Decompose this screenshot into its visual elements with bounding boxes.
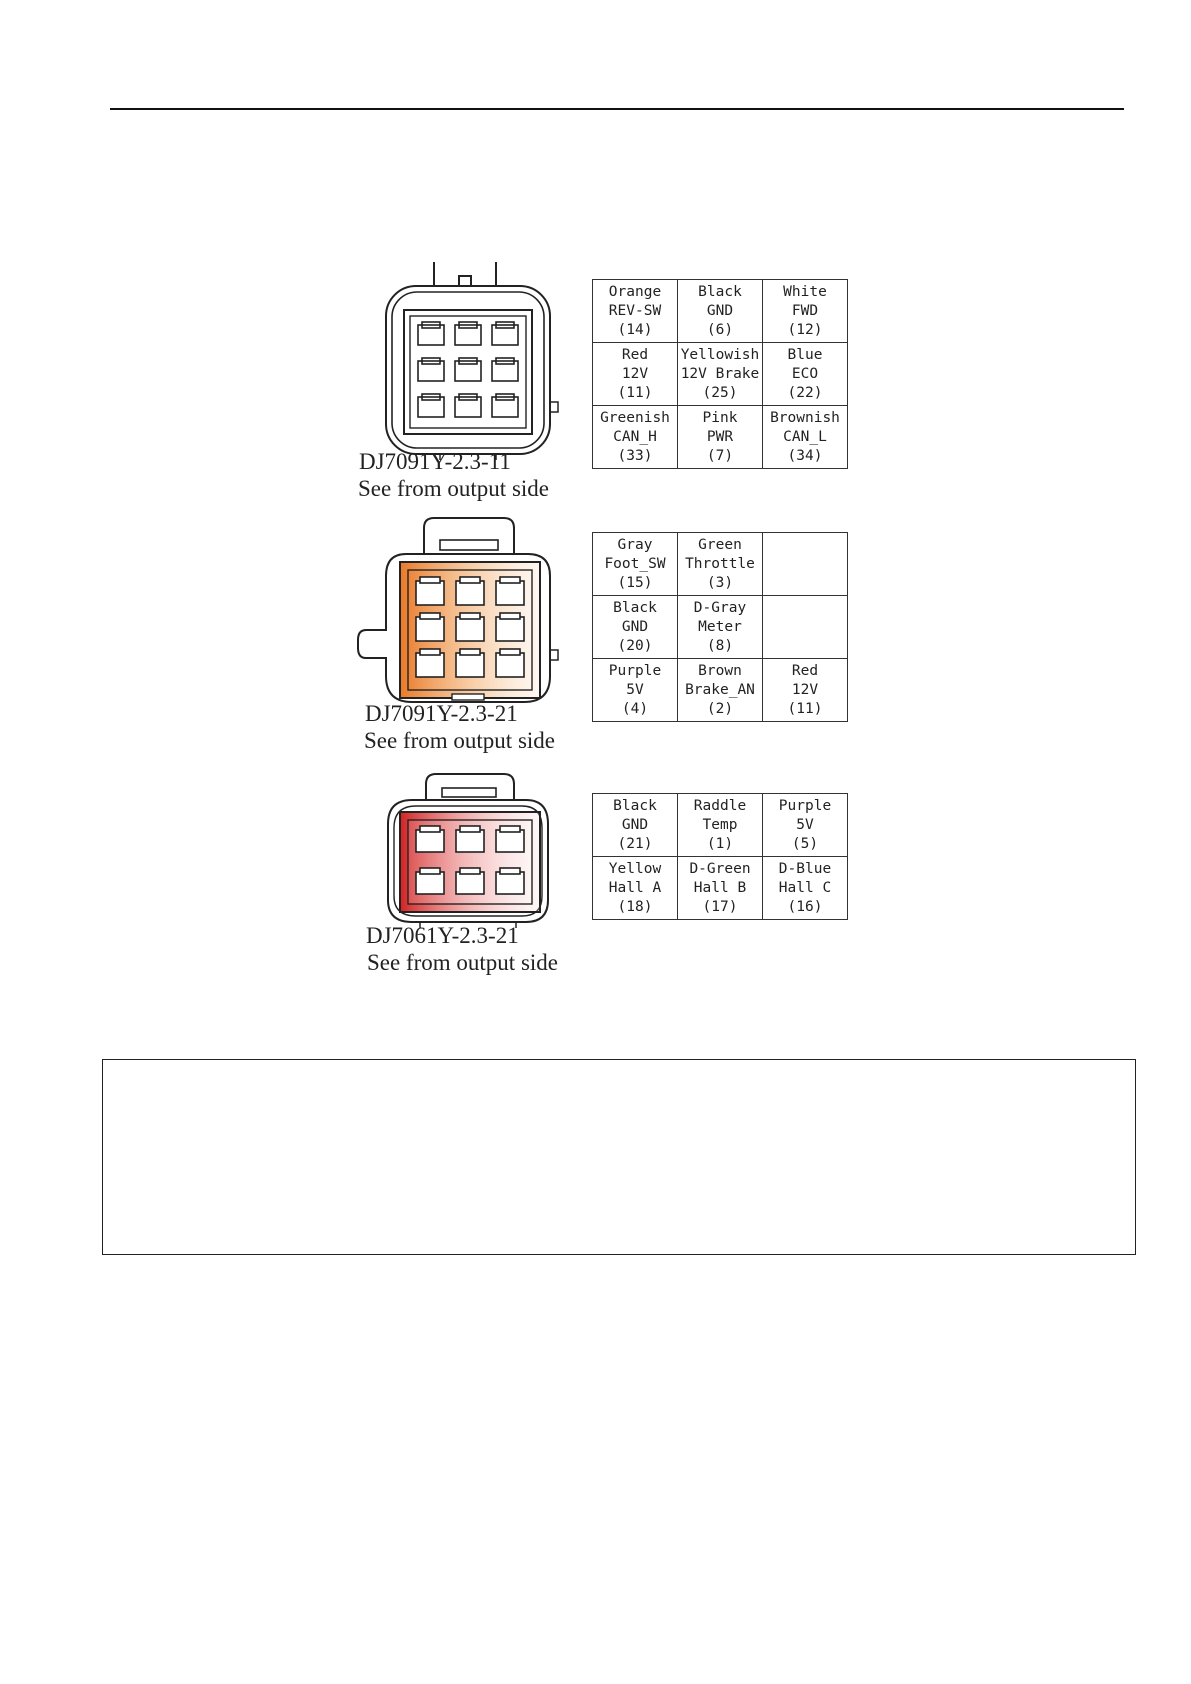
pinout-table-dj7091y-21 [592,532,848,722]
pin-cell: Black GND (6) [678,280,763,343]
connector-view-label: See from output side [358,476,549,501]
pin-cell: Brown Brake_AN (2) [678,659,763,722]
pin-cell: Purple 5V (4) [593,659,678,722]
pinout-table-dj7061y-21 [592,793,848,920]
pin-cell: Green Throttle (3) [678,533,763,596]
connector-model-label: DJ7091Y-2.3-21 [365,701,518,726]
pin-cavities [418,322,518,417]
pin-cell: Red 12V (11) [593,343,678,406]
note-box [102,1059,1136,1255]
pin-cell: White FWD (12) [763,280,848,343]
pin-cell: Orange REV-SW (14) [593,280,678,343]
pin-cavities [416,577,524,677]
pinout-table-dj7091y-11 [592,279,848,469]
connector-view-label: See from output side [367,950,558,975]
pin-cell: Black GND (21) [593,794,678,857]
connector-dj7091y-21-drawing [360,514,560,714]
connector-model-label: DJ7091Y-2.3-11 [359,449,511,474]
pin-cell-empty [763,596,848,659]
pin-cell-empty [763,533,848,596]
pin-cell: Black GND (20) [593,596,678,659]
pin-cell: Raddle Temp (1) [678,794,763,857]
pin-cell: Yellowish 12V Brake (25) [678,343,763,406]
pin-cell: Blue ECO (22) [763,343,848,406]
connector-view-label: See from output side [364,728,555,753]
connector-dj7061y-21-drawing [360,772,560,932]
pin-cell: Red 12V (11) [763,659,848,722]
pin-cell: Greenish CAN_H (33) [593,406,678,469]
pin-cell: Gray Foot_SW (15) [593,533,678,596]
pin-cell: D-Blue Hall C (16) [763,857,848,920]
pin-cell: D-Green Hall B (17) [678,857,763,920]
pin-cell: Brownish CAN_L (34) [763,406,848,469]
pin-cell: D-Gray Meter (8) [678,596,763,659]
pin-cell: Yellow Hall A (18) [593,857,678,920]
connector-dj7091y-11-drawing [360,262,560,462]
header-rule [110,108,1124,110]
pin-cell: Pink PWR (7) [678,406,763,469]
pin-cell: Purple 5V (5) [763,794,848,857]
connector-model-label: DJ7061Y-2.3-21 [366,923,519,948]
